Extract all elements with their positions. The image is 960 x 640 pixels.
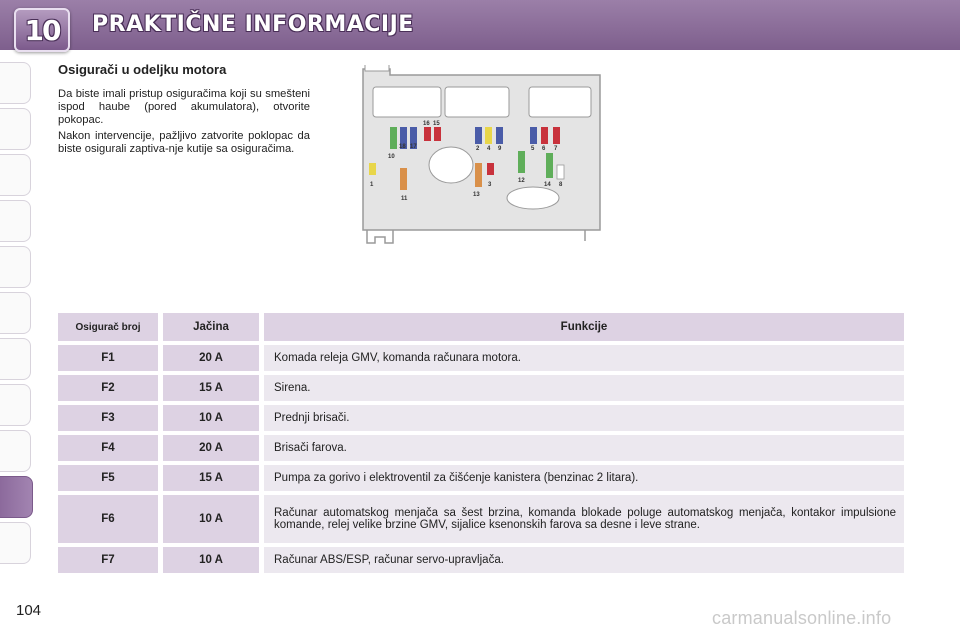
header-fuse-number: Osigurač broj (58, 313, 158, 341)
fuse-label: 13 (473, 192, 480, 198)
fuse-14-mark (546, 153, 553, 178)
watermark: carmanualsonline.info (712, 608, 892, 628)
fuse-label: 16 (423, 121, 430, 127)
side-tab[interactable] (0, 430, 31, 472)
table-row (58, 405, 904, 431)
side-tab[interactable] (0, 292, 31, 334)
fuse-amperage: 20 A (163, 345, 259, 371)
chapter-number: 10 (24, 13, 60, 47)
fuse-label: 5 (531, 146, 535, 152)
fuse-function: Računar ABS/ESP, računar servo-upravljača. (264, 547, 904, 573)
table-row (58, 495, 904, 543)
closing-paragraph: Nakon intervencije, pažljivo zatvorite poklopac da biste osigurali zaptiva-nje kutije sa osiguračima. (58, 130, 310, 155)
table-row (58, 465, 904, 491)
fuse-label: 10 (388, 154, 395, 160)
fuse-label: 4 (487, 146, 491, 152)
fuse-label: 14 (544, 182, 551, 188)
fuse-label: 9 (498, 146, 502, 152)
fuse-amperage: 15 A (163, 465, 259, 491)
side-tab[interactable] (0, 154, 31, 196)
fuse-id: F4 (58, 435, 158, 461)
fuse-amperage: 20 A (163, 435, 259, 461)
fuse-function: Brisači farova. (264, 435, 904, 461)
table-row (58, 345, 904, 371)
fuse-16-mark (424, 127, 431, 141)
fuse-id: F5 (58, 465, 158, 491)
side-tab[interactable] (0, 108, 31, 150)
chapter-side-tabs (0, 62, 36, 582)
fuse-id: F1 (58, 345, 158, 371)
fuse-label: 1 (370, 182, 374, 188)
fuse-9-mark (496, 127, 503, 144)
fuse-10-mark (390, 127, 397, 149)
side-tab[interactable] (0, 522, 31, 564)
table-row (58, 435, 904, 461)
fuse-3-mark (487, 163, 494, 175)
fuse-label: 3 (488, 182, 492, 188)
fuse-function: Komada releja GMV, komanda računara motora. (264, 345, 904, 371)
fuse-2-mark (475, 127, 482, 144)
fuse-label: 17 (410, 144, 417, 150)
fuse-function: Računar automatskog menjača sa šest brzina, komanda blokade poluge automatskog menjača, kontakor impulsione komande, relej velike brzine GMV, sijalice ksenonskih farova sa desne i leve strane. (264, 495, 904, 543)
header-functions: Funkcije (264, 313, 904, 341)
side-tab[interactable] (0, 62, 31, 104)
fuse-label: 15 (433, 121, 440, 127)
fuse-label: 12 (518, 178, 525, 184)
fuse-6-mark (541, 127, 548, 144)
section-title: Osigurači u odeljku motora (58, 62, 227, 77)
fuse-label: 18 (399, 144, 406, 150)
fuse-table (58, 309, 904, 577)
fuse-15-mark (434, 127, 441, 141)
fuse-1-mark (369, 163, 376, 175)
fuse-amperage: 10 A (163, 405, 259, 431)
table-row (58, 375, 904, 401)
intro-paragraph: Da biste imali pristup osiguračima koji su smešteni ispod haube (pored akumulatora), otvorite pokopac. (58, 88, 310, 126)
fuse-id: F6 (58, 495, 158, 543)
fuse-amperage: 10 A (163, 495, 259, 543)
chapter-header (0, 0, 960, 50)
side-tab[interactable] (0, 338, 31, 380)
table-header-row (58, 313, 904, 341)
fuse-amperage: 10 A (163, 547, 259, 573)
fuse-function: Sirena. (264, 375, 904, 401)
fuse-id: F7 (58, 547, 158, 573)
table-row (58, 547, 904, 573)
fuse-label: 6 (542, 146, 546, 152)
fuse-box-diagram (355, 65, 605, 250)
fuse-13-mark (475, 163, 482, 187)
side-tab[interactable] (0, 246, 31, 288)
fuse-label: 7 (554, 146, 558, 152)
fuse-8-mark (557, 165, 564, 179)
fuse-function: Pumpa za gorivo i elektroventil za čišćenje kanistera (benzinac 2 litara). (264, 465, 904, 491)
fuse-label: 11 (401, 196, 408, 202)
chapter-title: PRAKTIČNE INFORMACIJE (92, 12, 414, 37)
fuse-5-mark (530, 127, 537, 144)
fuse-label: 2 (476, 146, 480, 152)
fuse-label: 8 (559, 182, 563, 188)
side-tab[interactable] (0, 200, 31, 242)
header-amperage: Jačina (163, 313, 259, 341)
fuse-11-mark (400, 168, 407, 190)
page-number: 104 (16, 602, 42, 619)
fuse-7-mark (553, 127, 560, 144)
chapter-badge (14, 8, 70, 52)
fuse-id: F3 (58, 405, 158, 431)
fuse-amperage: 15 A (163, 375, 259, 401)
side-tab[interactable] (0, 384, 31, 426)
fuse-4-mark (485, 127, 492, 144)
fuse-12-mark (518, 151, 525, 173)
fuse-id: F2 (58, 375, 158, 401)
side-tab-active[interactable] (0, 476, 33, 518)
fuse-function: Prednji brisači. (264, 405, 904, 431)
